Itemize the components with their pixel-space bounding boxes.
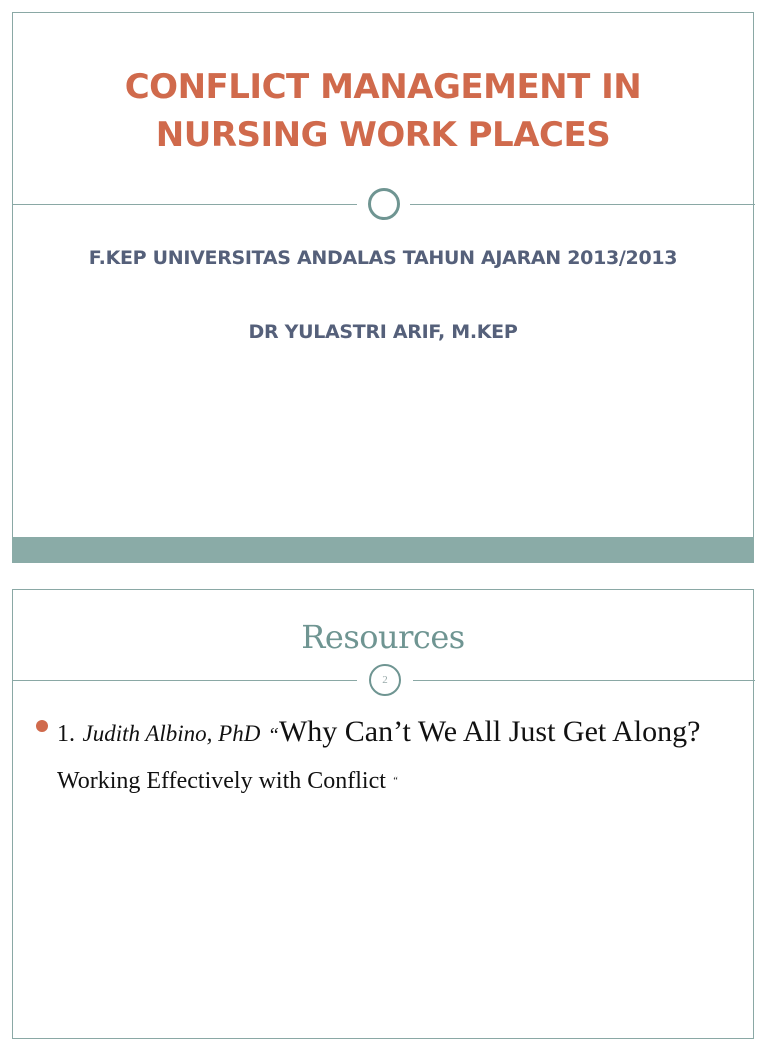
subtitle-author: DR YULASTRI ARIF, M.KEP [248, 321, 518, 343]
title-slide [12, 12, 754, 563]
title-line-2: NURSING WORK PLACES [155, 115, 611, 155]
slide-number: 2 [369, 664, 401, 696]
item-author: Judith Albino, PhD [82, 721, 261, 746]
slide-title [13, 63, 753, 159]
resource-item [57, 710, 737, 804]
item-number: 1. [57, 721, 75, 747]
close-quote: “ [393, 776, 398, 787]
resources-slide [12, 589, 754, 1039]
item-title: Why Can’t We All Just Get Along? [278, 715, 701, 748]
divider-line-left [13, 204, 357, 205]
subtitle-institution: F.KEP UNIVERSITAS ANDALAS TAHUN AJARAN 2013/2013 [88, 247, 678, 269]
divider-circle-icon [368, 188, 400, 220]
title-line-1: CONFLICT MANAGEMENT IN [124, 67, 642, 107]
bullet-icon [36, 720, 48, 732]
slide-title: Resources [301, 618, 465, 656]
divider-line-right [410, 204, 755, 205]
item-subtitle: Working Effectively with Conflict [57, 768, 386, 794]
divider-line-right [413, 680, 755, 681]
footer-band [12, 537, 754, 563]
open-quote: “ [267, 724, 279, 746]
divider-line-left [13, 680, 357, 681]
